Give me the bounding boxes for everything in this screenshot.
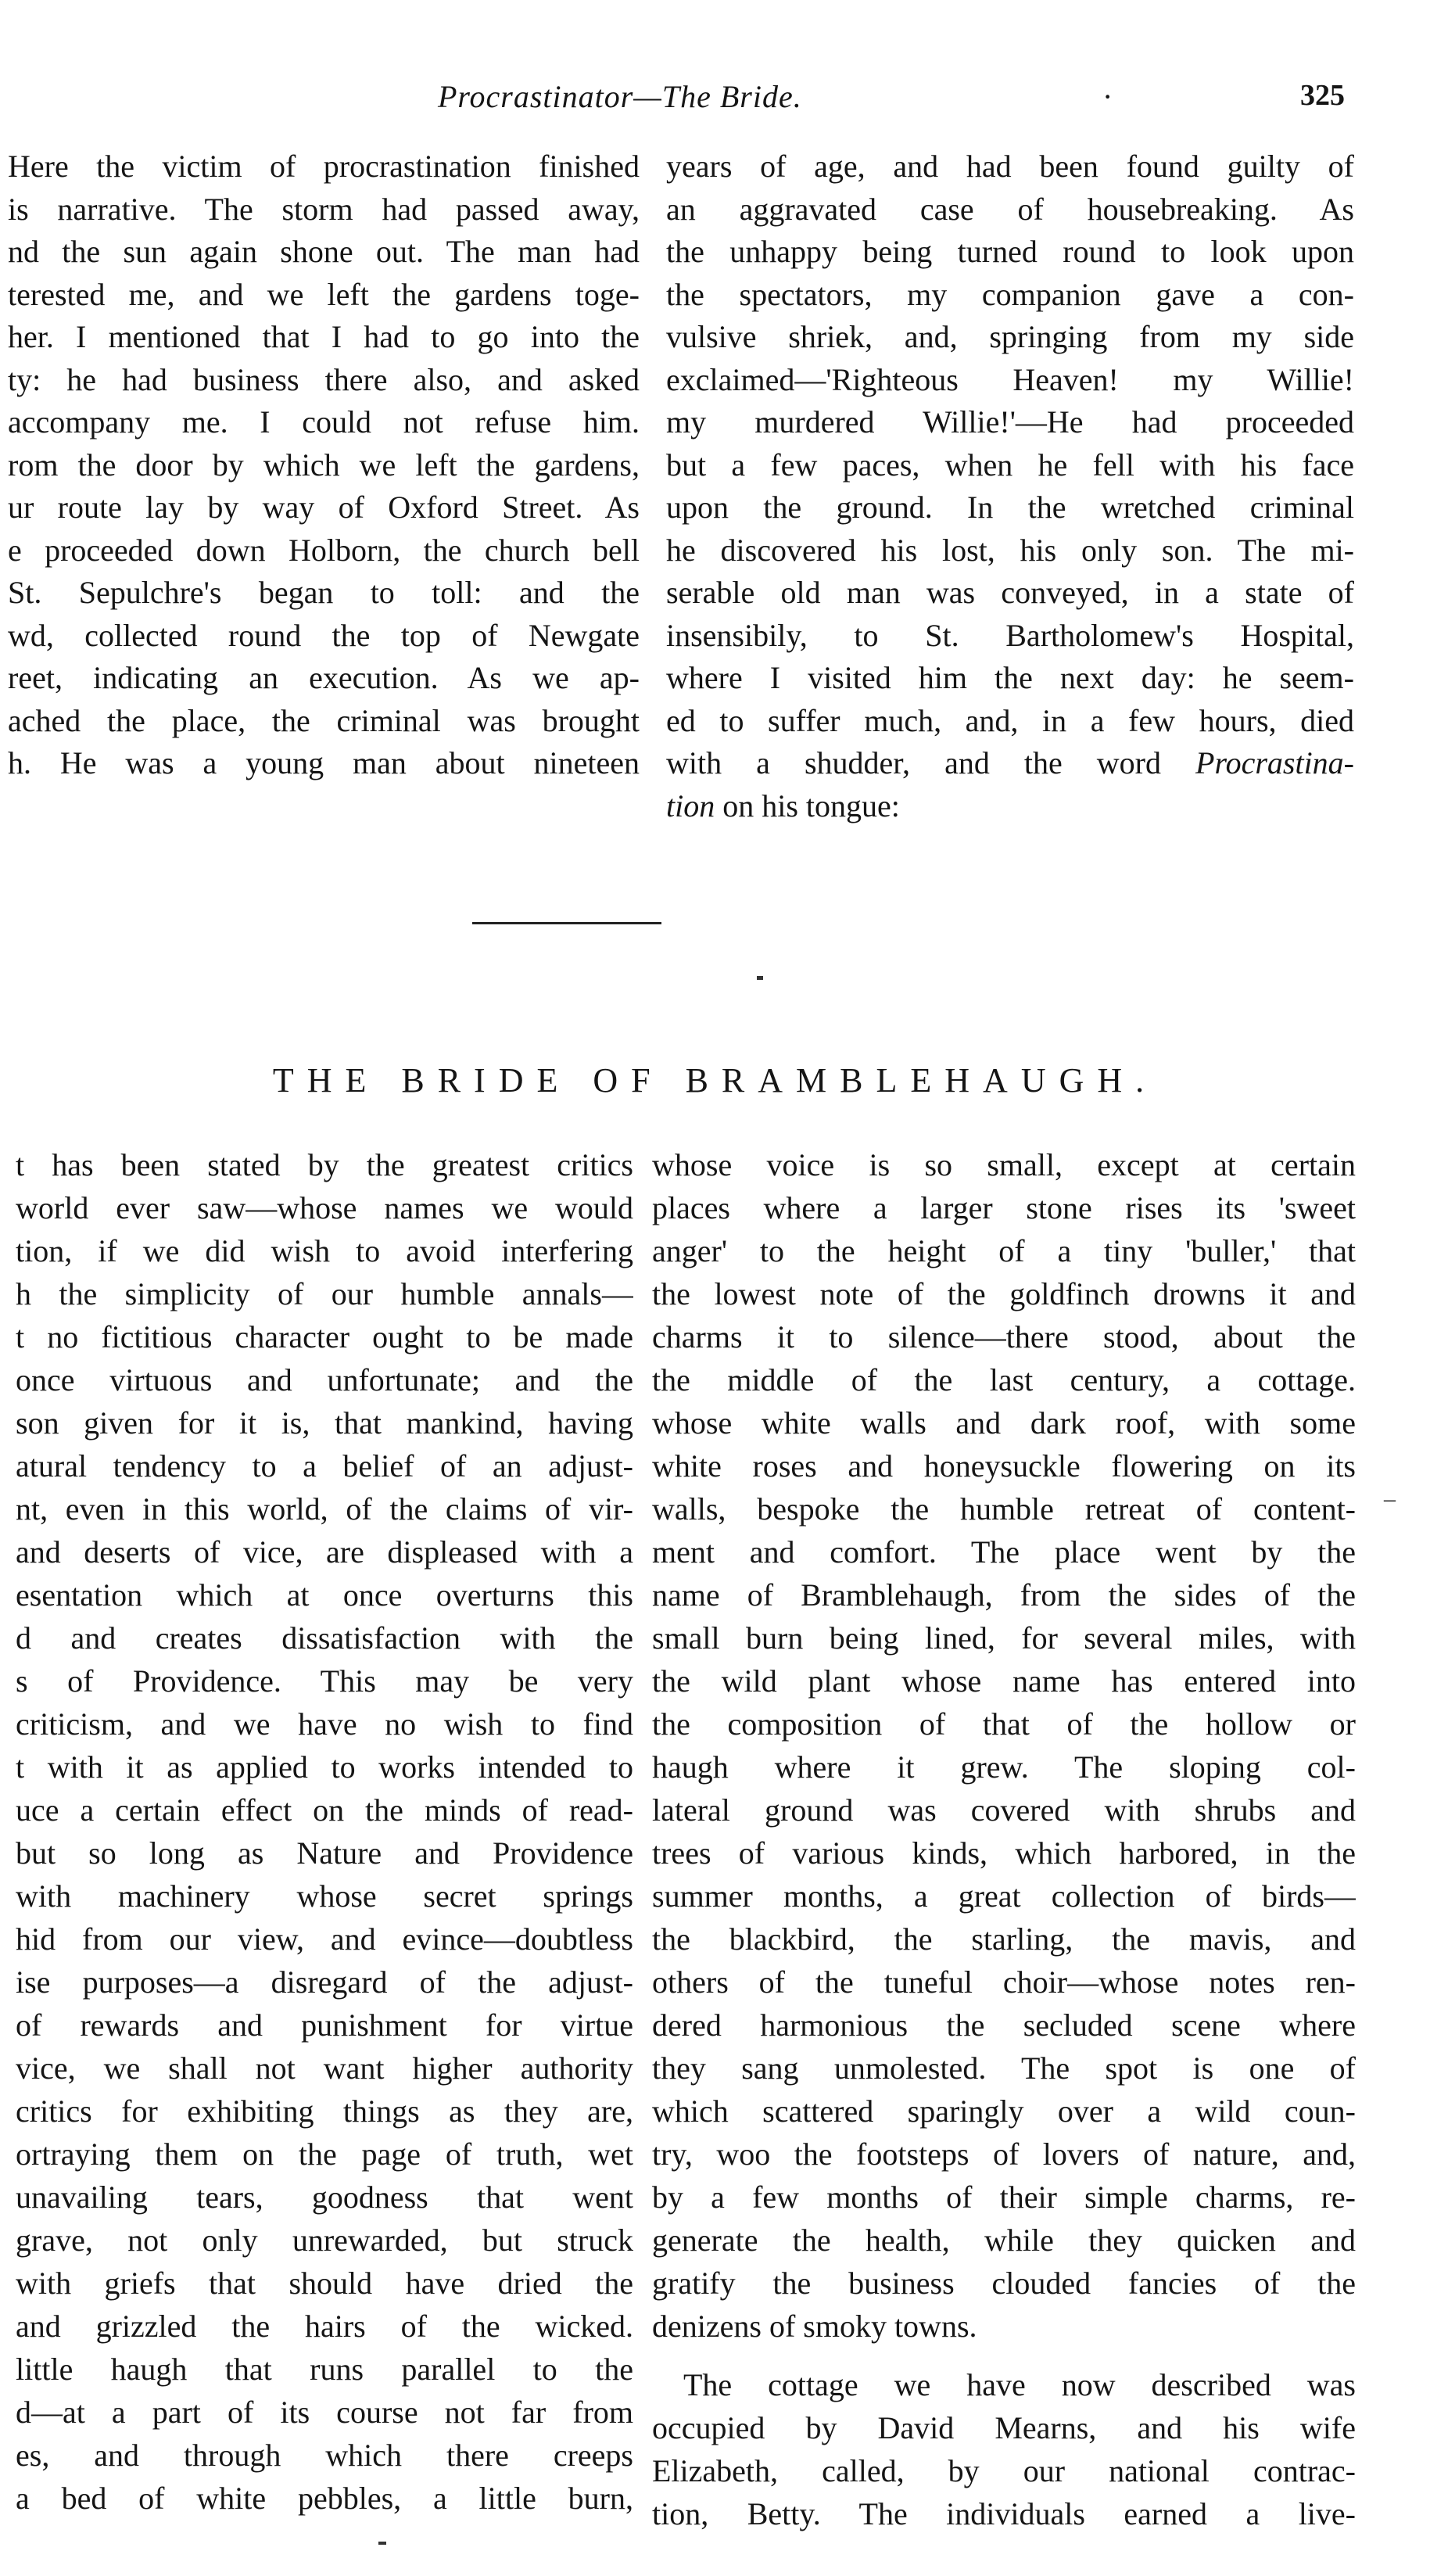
text-line: unavailing tears, goodness that went bbox=[16, 2180, 633, 2215]
text-line: but a few paces, when he fell with his face bbox=[666, 447, 1354, 483]
text-line: upon the ground. In the wretched criminal bbox=[666, 490, 1354, 525]
text-line: they sang unmolested. The spot is one of bbox=[652, 2050, 1356, 2086]
text-line: which scattered sparingly over a wild coun- bbox=[652, 2093, 1356, 2129]
text-line: summer months, a great collection of birds— bbox=[652, 1878, 1356, 1914]
text-line: by a few months of their simple charms, re- bbox=[652, 2180, 1356, 2215]
margin-mark: – bbox=[1384, 1486, 1396, 1512]
text-line: places where a larger stone rises its 'sweet bbox=[652, 1190, 1356, 1225]
foot-mark bbox=[378, 2542, 386, 2545]
text-line: is narrative. The storm had passed away, bbox=[8, 191, 640, 227]
text-line: reet, indicating an execution. As we ap- bbox=[8, 660, 640, 695]
text-line: world ever saw—whose names we would bbox=[16, 1190, 633, 1225]
text-line: ment and comfort. The place went by the bbox=[652, 1534, 1356, 1570]
text-line: exclaimed—'Righteous Heaven! my Willie! bbox=[666, 361, 1354, 397]
text-line: with machinery whose secret springs bbox=[16, 1878, 633, 1914]
text-line: little haugh that runs parallel to the bbox=[16, 2352, 633, 2387]
text-line: once virtuous and unfortunate; and the bbox=[16, 1362, 633, 1397]
running-head bbox=[438, 78, 1345, 125]
text-line: s of Providence. This may be very bbox=[16, 1663, 633, 1699]
text-line: terested me, and we left the gardens toge- bbox=[8, 276, 640, 312]
procrastinator-right-column bbox=[666, 145, 1354, 827]
bride-right-column bbox=[652, 1143, 1356, 2535]
text-line: es, and through which there creeps bbox=[16, 2438, 633, 2473]
text-line: ur route lay by way of Oxford Street. As bbox=[8, 490, 640, 525]
text-line: lateral ground was covered with shrubs and bbox=[652, 1792, 1356, 1828]
text-line: the middle of the last century, a cottage. bbox=[652, 1362, 1356, 1397]
text-line: the lowest note of the goldfinch drowns it and bbox=[652, 1276, 1356, 1311]
text-line: hid from our view, and evince—doubtless bbox=[16, 1921, 633, 1957]
text-line: tion, if we did wish to avoid interfering bbox=[16, 1233, 633, 1268]
text-line: years of age, and had been found guilty of bbox=[666, 149, 1354, 184]
text-line: white roses and honeysuckle flowering on its bbox=[652, 1448, 1356, 1484]
text-line: d and creates dissatisfaction with the bbox=[16, 1620, 633, 1656]
text-line: uce a certain effect on the minds of read- bbox=[16, 1792, 633, 1828]
text-line: my murdered Willie!'—He had proceeded bbox=[666, 404, 1354, 439]
text-line: son given for it is, that mankind, having bbox=[16, 1405, 633, 1440]
running-title: Procrastinator—The Bride. bbox=[438, 79, 802, 114]
text-line: critics for exhibiting things as they are, bbox=[16, 2093, 633, 2129]
text-line: criticism, and we have no wish to find bbox=[16, 1706, 633, 1742]
text-line: h. He was a young man about nineteen bbox=[8, 745, 640, 780]
text-line: The cottage we have now described was bbox=[683, 2367, 1356, 2402]
text-line: St. Sepulchre's began to toll: and the bbox=[8, 575, 640, 610]
text-line: t has been stated by the greatest critics bbox=[16, 1147, 633, 1182]
text-line: Elizabeth, called, by our national contrac- bbox=[652, 2453, 1356, 2488]
text-line: the composition of that of the hollow or bbox=[652, 1706, 1356, 1742]
bride-left-column bbox=[16, 1143, 633, 2520]
text-line: whose voice is so small, except at certain bbox=[652, 1147, 1356, 1182]
text-line: vulsive shriek, and, springing from my side bbox=[666, 319, 1354, 354]
story-title: THE BRIDE OF BRAMBLEHAUGH. bbox=[272, 1061, 1158, 1100]
text-line: but so long as Nature and Providence bbox=[16, 1835, 633, 1871]
text-line: try, woo the footsteps of lovers of nature, and, bbox=[652, 2137, 1356, 2172]
text-line: the spectators, my companion gave a con- bbox=[666, 276, 1354, 312]
text-line: the blackbird, the starling, the mavis, and bbox=[652, 1921, 1356, 1957]
text-line: e proceeded down Holborn, the church bell bbox=[8, 532, 640, 568]
text-line: occupied by David Mearns, and his wife bbox=[652, 2410, 1356, 2445]
text-line: an aggravated case of housebreaking. As bbox=[666, 191, 1354, 227]
text-line: rom the door by which we left the gardens, bbox=[8, 447, 640, 483]
text-line: grave, not only unrewarded, but struck bbox=[16, 2223, 633, 2258]
text-line: ed to suffer much, and, in a few hours, died bbox=[666, 702, 1354, 738]
text-line: her. I mentioned that I had to go into the bbox=[8, 319, 640, 354]
text-line: tion on his tongue: bbox=[666, 788, 900, 823]
procrastinator-left-column bbox=[8, 145, 640, 785]
text-line: accompany me. I could not refuse him. bbox=[8, 404, 640, 439]
text-line: d—at a part of its course not far from bbox=[16, 2395, 633, 2430]
text-line: haugh where it grew. The sloping col- bbox=[652, 1749, 1356, 1785]
text-line: name of Bramblehaugh, from the sides of the bbox=[652, 1577, 1356, 1613]
text-line: vice, we shall not want higher authority bbox=[16, 2050, 633, 2086]
text-line: wd, collected round the top of Newgate bbox=[8, 617, 640, 653]
text-line: a bed of white pebbles, a little burn, bbox=[16, 2481, 633, 2516]
text-line: anger' to the height of a tiny 'buller,' that bbox=[652, 1233, 1356, 1268]
text-line: with a shudder, and the word Procrastina- bbox=[666, 745, 1354, 780]
text-line: t no fictitious character ought to be made bbox=[16, 1319, 633, 1354]
text-line: nt, even in this world, of the claims of vir- bbox=[16, 1491, 633, 1527]
text-line: the unhappy being turned round to look upon bbox=[666, 234, 1354, 269]
text-line: generate the health, while they quicken and bbox=[652, 2223, 1356, 2258]
section-divider-rule bbox=[472, 922, 661, 924]
page-number: 325 bbox=[1300, 79, 1345, 112]
text-line: where I visited him the next day: he seem- bbox=[666, 660, 1354, 695]
text-line: he discovered his lost, his only son. The mi- bbox=[666, 532, 1354, 568]
text-line: ortraying them on the page of truth, wet bbox=[16, 2137, 633, 2172]
text-line: atural tendency to a belief of an adjust- bbox=[16, 1448, 633, 1484]
running-head-dot: · bbox=[1102, 79, 1113, 114]
text-line: esentation which at once overturns this bbox=[16, 1577, 633, 1613]
printer-mark bbox=[757, 976, 763, 980]
text-line: ty: he had business there also, and asked bbox=[8, 361, 640, 397]
text-line: and deserts of vice, are displeased with a bbox=[16, 1534, 633, 1570]
paragraph-gap bbox=[652, 2348, 1356, 2363]
text-line: small burn being lined, for several miles, with bbox=[652, 1620, 1356, 1656]
text-line: charms it to silence—there stood, about the bbox=[652, 1319, 1356, 1354]
text-line: denizens of smoky towns. bbox=[652, 2309, 977, 2344]
text-line: and grizzled the hairs of the wicked. bbox=[16, 2309, 633, 2344]
text-line: insensibily, to St. Bartholomew's Hospital, bbox=[666, 617, 1354, 653]
text-line: gratify the business clouded fancies of the bbox=[652, 2266, 1356, 2301]
text-line: nd the sun again shone out. The man had bbox=[8, 234, 640, 269]
text-line: Here the victim of procrastination finished bbox=[8, 149, 640, 184]
text-line: dered harmonious the secluded scene where bbox=[652, 2007, 1356, 2043]
text-line: ached the place, the criminal was brought bbox=[8, 702, 640, 738]
text-line: with griefs that should have dried the bbox=[16, 2266, 633, 2301]
text-line: whose white walls and dark roof, with some bbox=[652, 1405, 1356, 1440]
text-line: ise purposes—a disregard of the adjust- bbox=[16, 1964, 633, 2000]
text-line: tion, Betty. The individuals earned a live- bbox=[652, 2496, 1356, 2531]
text-line: t with it as applied to works intended to bbox=[16, 1749, 633, 1785]
text-line: trees of various kinds, which harbored, in the bbox=[652, 1835, 1356, 1871]
text-line: others of the tuneful choir—whose notes ren- bbox=[652, 1964, 1356, 2000]
text-line: h the simplicity of our humble annals— bbox=[16, 1276, 633, 1311]
text-line: the wild plant whose name has entered into bbox=[652, 1663, 1356, 1699]
text-line: serable old man was conveyed, in a state of bbox=[666, 575, 1354, 610]
text-line: of rewards and punishment for virtue bbox=[16, 2007, 633, 2043]
text-line: walls, bespoke the humble retreat of content- bbox=[652, 1491, 1356, 1527]
